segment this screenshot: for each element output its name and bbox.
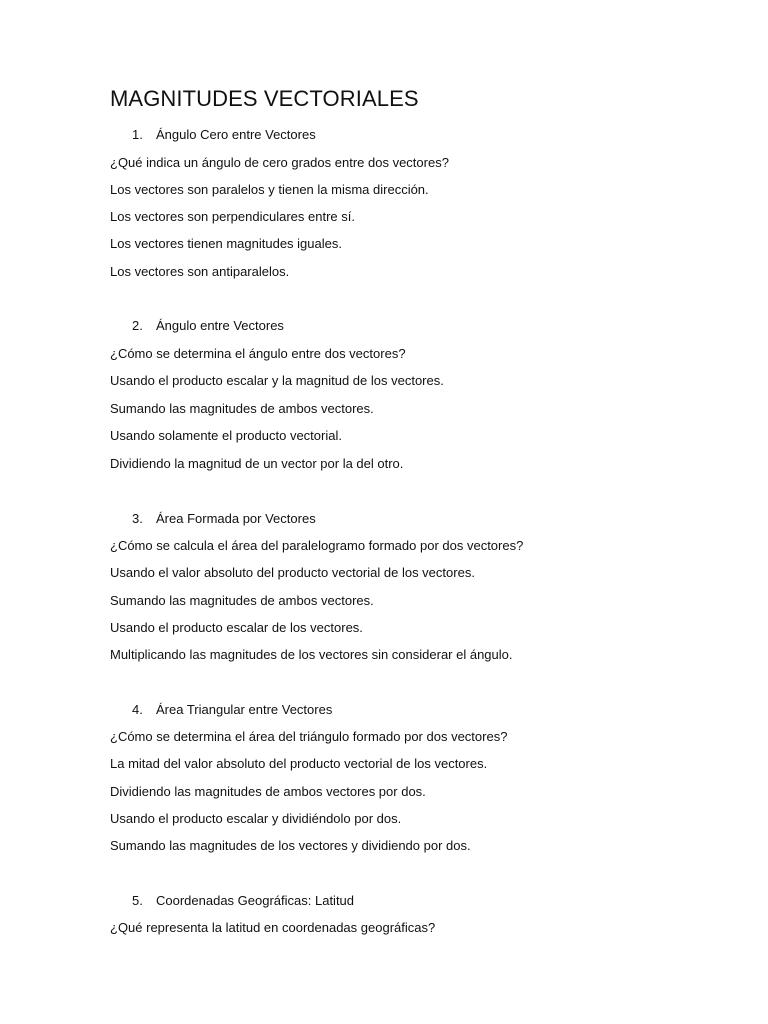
- answer-option: Sumando las magnitudes de ambos vectores.: [110, 401, 374, 416]
- section-number: 1.: [132, 127, 143, 142]
- answer-option: Sumando las magnitudes de ambos vectores.: [110, 593, 374, 608]
- section-number: 2.: [132, 318, 143, 333]
- question-text: ¿Cómo se determina el ángulo entre dos vectores?: [110, 346, 406, 361]
- section-heading: [132, 317, 284, 335]
- section-heading: [132, 126, 316, 144]
- section-heading-text: Ángulo entre Vectores: [156, 318, 284, 333]
- section-number: 5.: [132, 893, 143, 908]
- section-heading-text: Área Triangular entre Vectores: [156, 702, 333, 717]
- section-heading-text: Coordenadas Geográficas: Latitud: [156, 893, 355, 908]
- section-heading-text: Ángulo Cero entre Vectores: [156, 127, 316, 142]
- answer-option: Usando solamente el producto vectorial.: [110, 428, 342, 443]
- answer-option: Usando el producto escalar y la magnitud de los vectores.: [110, 373, 444, 388]
- question-text: ¿Qué indica un ángulo de cero grados entre dos vectores?: [110, 155, 449, 170]
- section-heading: [132, 892, 354, 910]
- answer-option: Los vectores son antiparalelos.: [110, 264, 290, 279]
- section-number: 4.: [132, 702, 143, 717]
- section-heading: [132, 701, 332, 719]
- section-heading: [132, 510, 316, 528]
- answer-option: Dividiendo la magnitud de un vector por la del otro.: [110, 456, 404, 471]
- question-text: ¿Cómo se determina el área del triángulo formado por dos vectores?: [110, 729, 508, 744]
- answer-option: Sumando las magnitudes de los vectores y dividiendo por dos.: [110, 838, 471, 853]
- answer-option: Los vectores tienen magnitudes iguales.: [110, 236, 342, 251]
- answer-option: Los vectores son paralelos y tienen la misma dirección.: [110, 182, 429, 197]
- section-heading-text: Área Formada por Vectores: [156, 511, 316, 526]
- answer-option: Los vectores son perpendiculares entre sí.: [110, 209, 355, 224]
- answer-option: Usando el producto escalar y dividiéndolo por dos.: [110, 811, 402, 826]
- answer-option: Usando el valor absoluto del producto vectorial de los vectores.: [110, 565, 475, 580]
- answer-option: Usando el producto escalar de los vectores.: [110, 620, 363, 635]
- answer-option: La mitad del valor absoluto del producto vectorial de los vectores.: [110, 756, 488, 771]
- question-text: ¿Cómo se calcula el área del paralelogramo formado por dos vectores?: [110, 538, 524, 553]
- document-title: MAGNITUDES VECTORIALES: [110, 86, 419, 111]
- answer-option: Multiplicando las magnitudes de los vectores sin considerar el ángulo.: [110, 647, 513, 662]
- section-number: 3.: [132, 511, 143, 526]
- question-text: ¿Qué representa la latitud en coordenadas geográficas?: [110, 920, 436, 935]
- answer-option: Dividiendo las magnitudes de ambos vectores por dos.: [110, 784, 426, 799]
